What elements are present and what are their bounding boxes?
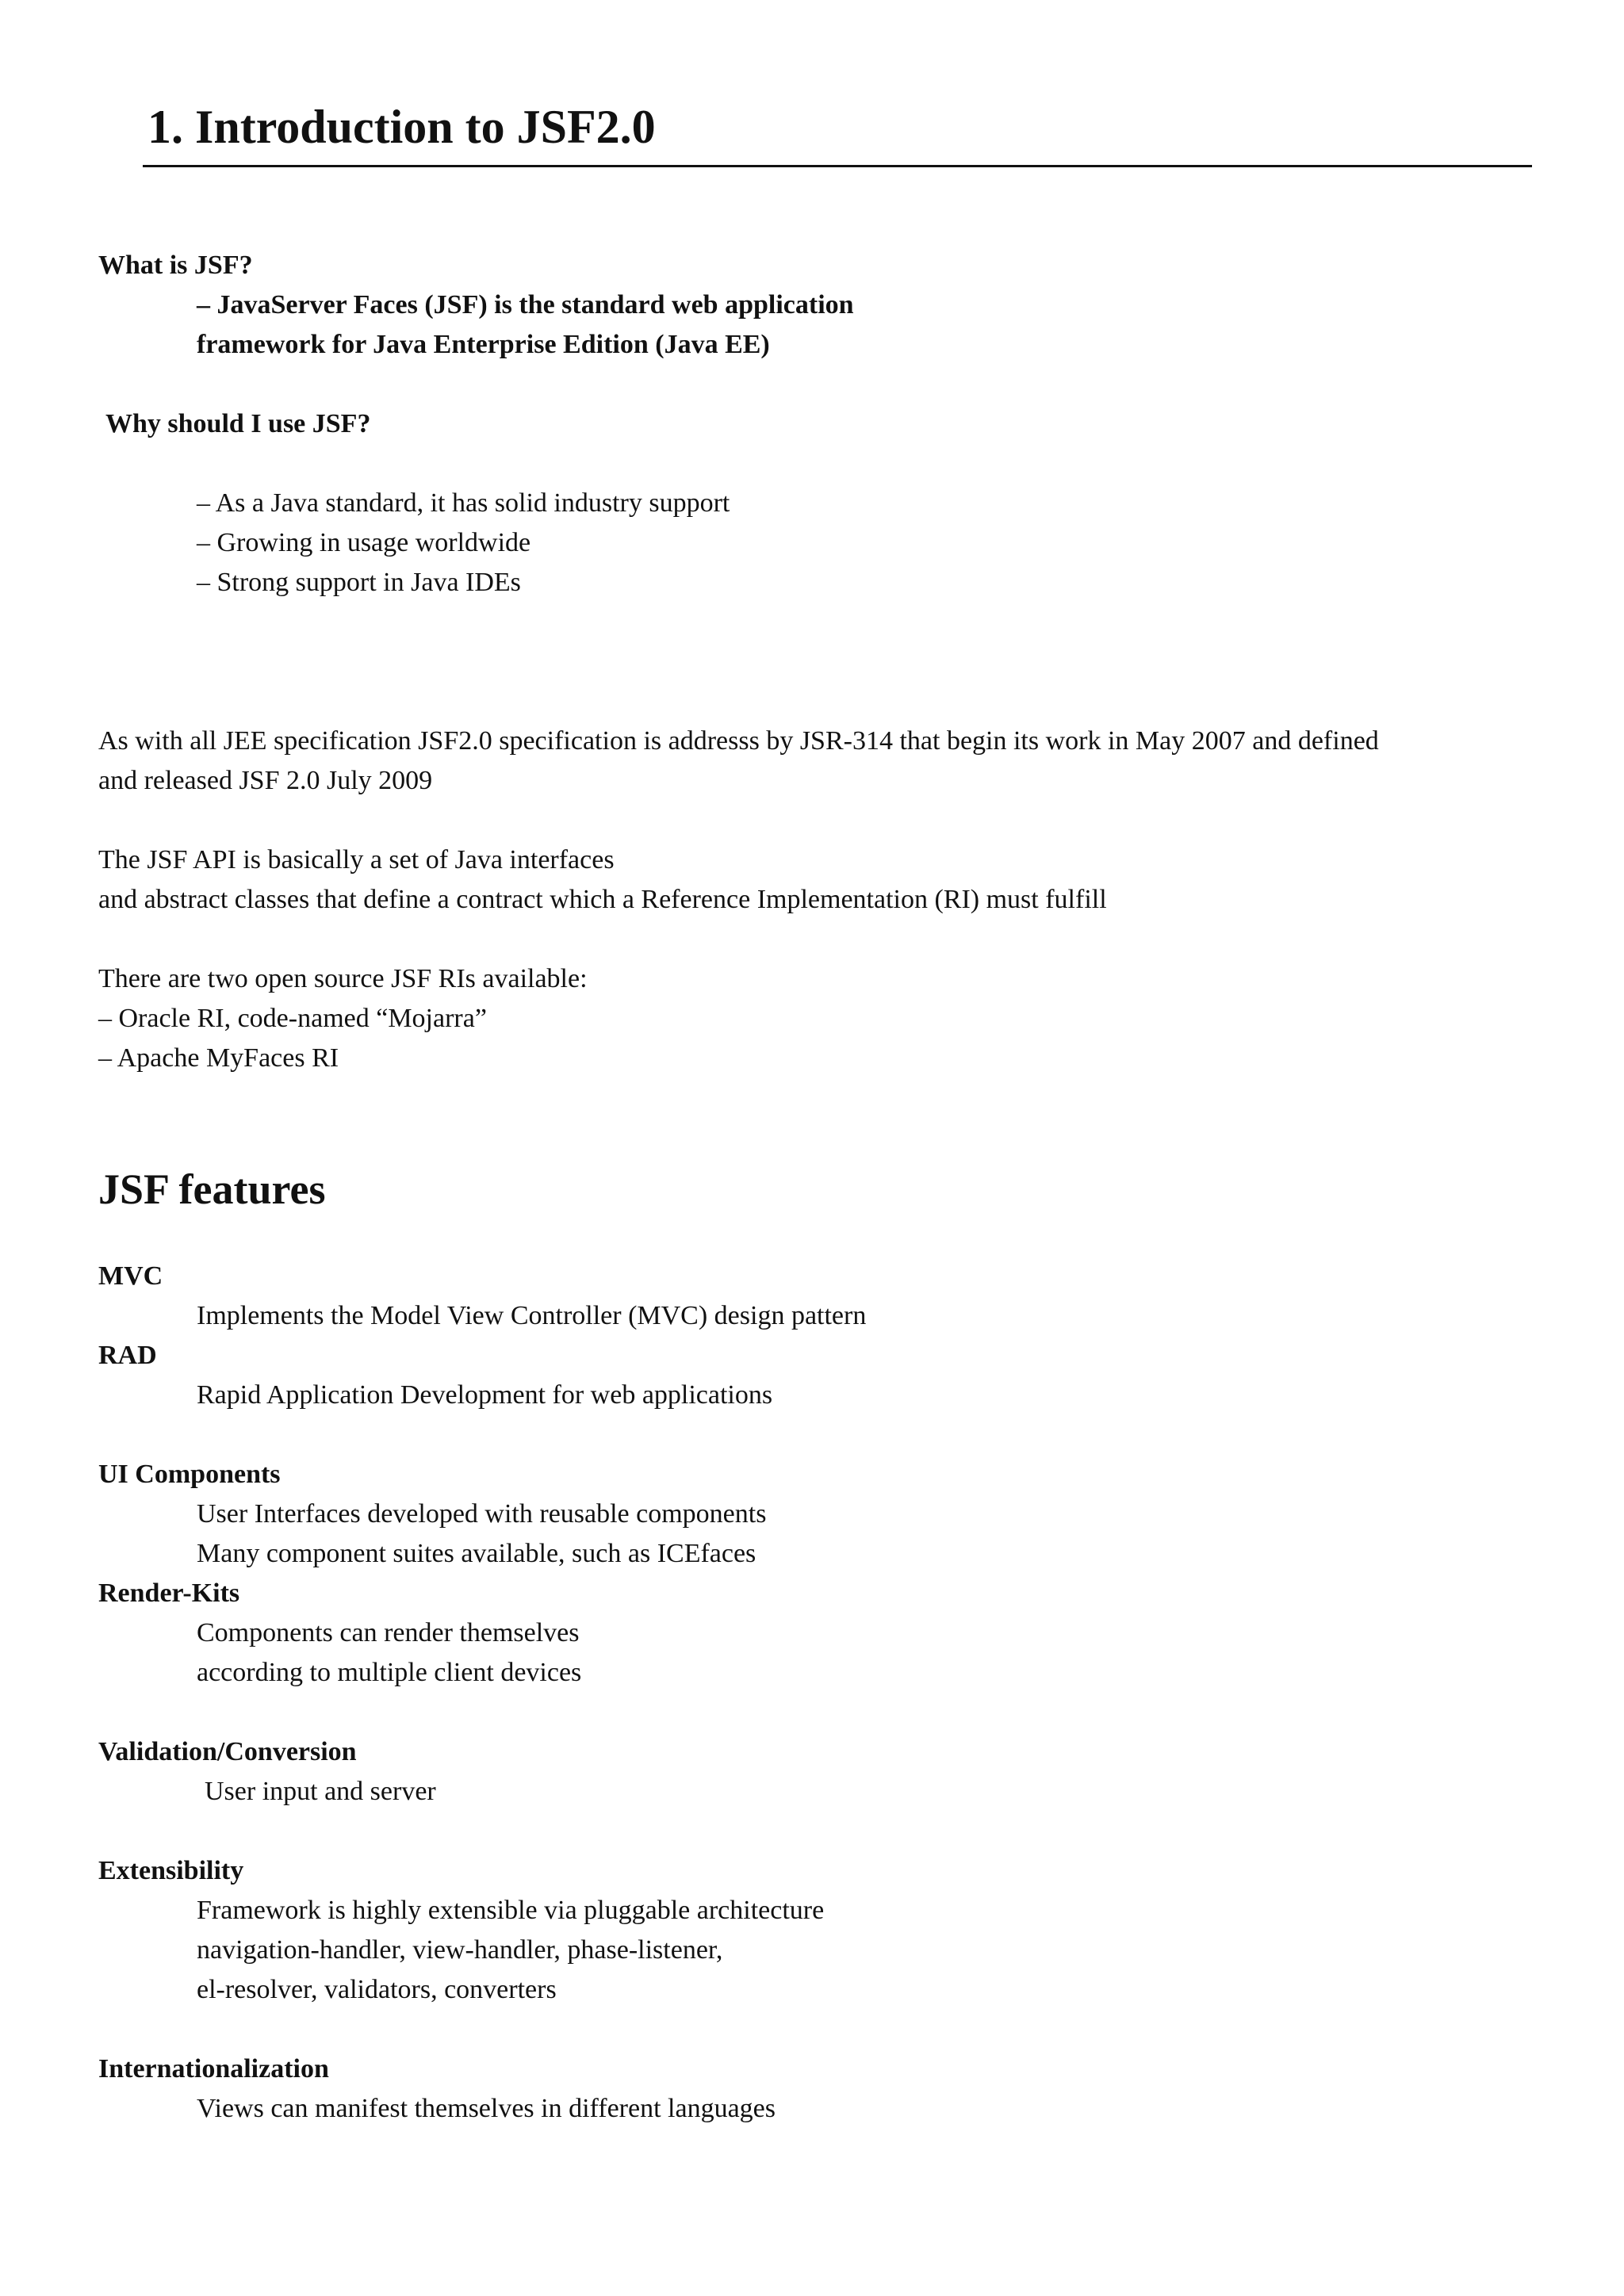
why-bullet-1: – As a Java standard, it has solid industry support (197, 488, 730, 518)
feature-name-internationalization: Internationalization (98, 2054, 329, 2084)
api-paragraph-line-1: The JSF API is basically a set of Java interfaces (98, 845, 615, 874)
spec-paragraph-line-1: As with all JEE specification JSF2.0 specification is addresss by JSR-314 that begin its work in May 2007 and defined (98, 726, 1379, 756)
ri-paragraph-line-1: There are two open source JSF RIs available: (98, 964, 588, 993)
ri-paragraph-line-3: – Apache MyFaces RI (98, 1043, 339, 1073)
feature-name-rad: RAD (98, 1341, 157, 1370)
feature-desc-extensibility-2: navigation-handler, view-handler, phase-listener, (197, 1935, 723, 1965)
why-question: Why should I use JSF? (105, 409, 371, 438)
feature-name-render-kits: Render-Kits (98, 1578, 240, 1608)
api-paragraph-line-2: and abstract classes that define a contract which a Reference Implementation (RI) must fulfill (98, 885, 1107, 914)
what-question: What is JSF? (98, 251, 253, 280)
feature-name-validation-conversion: Validation/Conversion (98, 1737, 357, 1766)
ri-paragraph-line-2: – Oracle RI, code-named “Mojarra” (98, 1004, 487, 1033)
title-underline (143, 165, 1532, 167)
feature-name-mvc: MVC (98, 1261, 163, 1291)
feature-desc-internationalization-1: Views can manifest themselves in different languages (197, 2094, 776, 2123)
feature-desc-ui-components-2: Many component suites available, such as ICEfaces (197, 1539, 756, 1568)
feature-desc-render-kits-1: Components can render themselves (197, 1618, 580, 1647)
what-answer-line-1: – JavaServer Faces (JSF) is the standard web application (197, 290, 854, 320)
what-answer-line-2: framework for Java Enterprise Edition (Java EE) (197, 330, 770, 359)
feature-desc-render-kits-2: according to multiple client devices (197, 1658, 582, 1687)
feature-desc-mvc-1: Implements the Model View Controller (MVC) design pattern (197, 1301, 867, 1330)
feature-name-extensibility: Extensibility (98, 1856, 244, 1885)
feature-desc-extensibility-1: Framework is highly extensible via pluggable architecture (197, 1896, 825, 1925)
why-bullet-2: – Growing in usage worldwide (197, 528, 531, 557)
why-bullet-3: – Strong support in Java IDEs (197, 568, 521, 597)
feature-desc-ui-components-1: User Interfaces developed with reusable components (197, 1499, 767, 1529)
feature-desc-extensibility-3: el-resolver, validators, converters (197, 1975, 557, 2004)
feature-desc-rad-1: Rapid Application Development for web applications (197, 1380, 773, 1410)
spec-paragraph-line-2: and released JSF 2.0 July 2009 (98, 766, 433, 795)
feature-name-ui-components: UI Components (98, 1460, 281, 1489)
page-title: 1. Introduction to JSF2.0 (147, 101, 656, 153)
features-heading: JSF features (98, 1165, 326, 1213)
feature-desc-validation-conversion-1: User input and server (205, 1777, 436, 1806)
